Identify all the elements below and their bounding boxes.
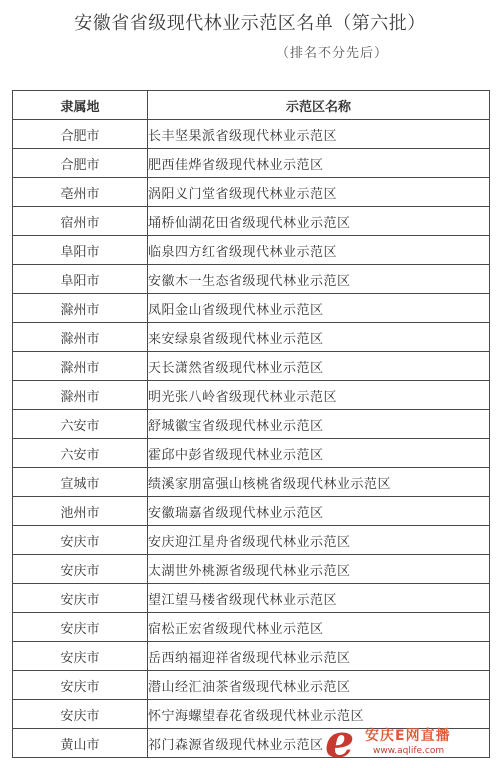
city-cell: 亳州市 (13, 178, 148, 207)
table-header-row (13, 91, 490, 120)
table-row (13, 584, 490, 613)
table-row (13, 410, 490, 439)
site-watermark (325, 714, 500, 768)
watermark-url: www.aqlife.com (373, 746, 445, 756)
table-row (13, 642, 490, 671)
zone-name-cell: 绩溪家朋富强山核桃省级现代林业示范区 (148, 468, 490, 497)
city-cell: 六安市 (13, 439, 148, 468)
table-row (13, 381, 490, 410)
zone-name-cell: 安庆迎江星舟省级现代林业示范区 (148, 526, 490, 555)
zone-name-cell: 宿松正宏省级现代林业示范区 (148, 613, 490, 642)
ranking-note: （排名不分先后） (275, 46, 388, 61)
zone-name-cell: 安徽瑞嘉省级现代林业示范区 (148, 497, 490, 526)
table-row (13, 555, 490, 584)
zone-name-cell: 舒城徽宝省级现代林业示范区 (148, 410, 490, 439)
city-cell: 安庆市 (13, 584, 148, 613)
zone-name-cell: 凤阳金山省级现代林业示范区 (148, 294, 490, 323)
city-cell: 合肥市 (13, 120, 148, 149)
city-cell: 滁州市 (13, 323, 148, 352)
zone-name-cell: 临泉四方红省级现代林业示范区 (148, 236, 490, 265)
table-row (13, 265, 490, 294)
zone-name-cell: 涡阳义门堂省级现代林业示范区 (148, 178, 490, 207)
zone-name-cell: 岳西纳福迎祥省级现代林业示范区 (148, 642, 490, 671)
city-cell: 滁州市 (13, 381, 148, 410)
zone-name-cell: 望江望马楼省级现代林业示范区 (148, 584, 490, 613)
table-row (13, 439, 490, 468)
table-row (13, 526, 490, 555)
city-cell: 安庆市 (13, 526, 148, 555)
zone-name-cell: 霍邱中彭省级现代林业示范区 (148, 439, 490, 468)
table-row (13, 497, 490, 526)
table-row (13, 294, 490, 323)
city-cell: 安庆市 (13, 671, 148, 700)
city-cell: 安庆市 (13, 613, 148, 642)
city-cell: 滁州市 (13, 352, 148, 381)
zone-name-cell: 埇桥仙湖花田省级现代林业示范区 (148, 207, 490, 236)
zone-name-cell: 来安绿泉省级现代林业示范区 (148, 323, 490, 352)
zone-name-cell: 明光张八岭省级现代林业示范区 (148, 381, 490, 410)
header-zone-name: 示范区名称 (148, 91, 490, 120)
city-cell: 安庆市 (13, 700, 148, 729)
city-cell: 阜阳市 (13, 265, 148, 294)
table-row (13, 149, 490, 178)
zone-name-cell: 肥西佳烨省级现代林业示范区 (148, 149, 490, 178)
city-cell: 合肥市 (13, 149, 148, 178)
city-cell: 宿州市 (13, 207, 148, 236)
city-cell: 安庆市 (13, 555, 148, 584)
city-cell: 安庆市 (13, 642, 148, 671)
zone-name-cell: 祁门森源省级现代林业示范区 (148, 729, 490, 758)
table-row (13, 236, 490, 265)
city-cell: 滁州市 (13, 294, 148, 323)
watermark-site-name: 安庆E网直播 (365, 728, 451, 744)
zone-name-cell: 潜山经汇油茶省级现代林业示范区 (148, 671, 490, 700)
city-cell: 池州市 (13, 497, 148, 526)
document-title: 安徽省省级现代林业示范区名单（第六批） (74, 13, 426, 34)
demo-zone-table (12, 90, 490, 758)
zone-name-cell: 太湖世外桃源省级现代林业示范区 (148, 555, 490, 584)
table-row (13, 120, 490, 149)
watermark-logo: e (325, 714, 355, 768)
table-row (13, 207, 490, 236)
city-cell: 黄山市 (13, 729, 148, 758)
table-row (13, 671, 490, 700)
table-row (13, 613, 490, 642)
city-cell: 宣城市 (13, 468, 148, 497)
header-city: 隶属地 (13, 91, 148, 120)
city-cell: 阜阳市 (13, 236, 148, 265)
table-row (13, 468, 490, 497)
zone-name-cell: 怀宁海螺望春花省级现代林业示范区 (148, 700, 490, 729)
table-row (13, 352, 490, 381)
zone-name-cell: 长丰坚果派省级现代林业示范区 (148, 120, 490, 149)
table-row (13, 323, 490, 352)
city-cell: 六安市 (13, 410, 148, 439)
zone-name-cell: 天长潇然省级现代林业示范区 (148, 352, 490, 381)
zone-name-cell: 安徽木一生态省级现代林业示范区 (148, 265, 490, 294)
table-row (13, 178, 490, 207)
